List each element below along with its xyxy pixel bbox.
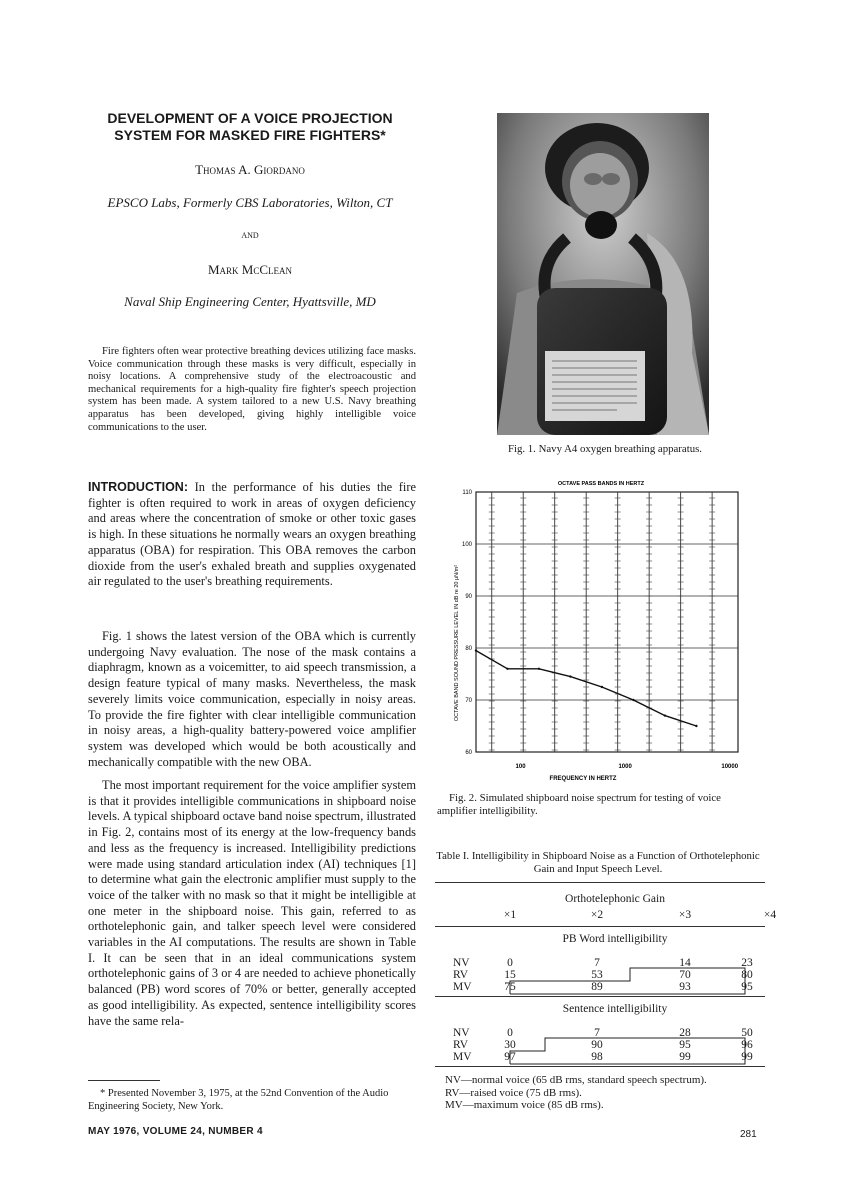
- table-note: NV—normal voice (65 dB rms, standard speech spectrum).: [445, 1074, 707, 1086]
- figure-1-photo: [497, 113, 709, 435]
- paragraph-2: Fig. 1 shows the latest version of the OBA which is currently undergoing Navy evaluation. The nose of the mask contains a diaphragm, known as a voicemitter, to aid speech transmission, a design feature typical of many masks. Nevertheless, the mask severely limits voice communication, especially in noisy areas. To provide the fire fighter with clear intelligible communication in noisy areas, a high-quality battery-powered voice amplifier system was developed which would be both acoustically and mechanically compatible with the new OBA.: [88, 629, 416, 769]
- author-2: Mark McClean: [207, 262, 293, 277]
- chart-y-axis-label: OCTAVE BAND SOUND PRESSURE LEVEL IN dB re 20 μN/m²: [454, 564, 460, 722]
- table-note: MV—maximum voice (85 dB rms).: [445, 1099, 604, 1111]
- table-cell: 28: [679, 1027, 691, 1039]
- table-caption: Table I. Intelligibility in Shipboard Noise as a Function of Orthotelephonic Gain and Input Speech Level.: [436, 850, 760, 875]
- chart-y-tick-label: 90: [465, 594, 472, 600]
- table-i: [435, 882, 777, 1114]
- table-cell: 96: [741, 1039, 753, 1051]
- table-top-rule: [435, 882, 765, 883]
- affiliation-1: EPSCO Labs, Formerly CBS Laboratories, Wilton, CT: [107, 195, 393, 210]
- table-header-rule: [435, 926, 765, 927]
- table-cell: 15: [504, 969, 516, 981]
- table-cell: 70: [679, 969, 691, 981]
- chart-point: [632, 699, 634, 701]
- table-bottom-rule: [435, 1066, 765, 1067]
- paper-title: DEVELOPMENT OF A VOICE PROJECTION SYSTEM FOR MASKED FIRE FIGHTERS*: [107, 110, 393, 143]
- table-cell: 95: [679, 1039, 691, 1051]
- chart-point: [538, 668, 540, 670]
- page-number: 281: [740, 1129, 757, 1140]
- sentence-threshold-line: [435, 1026, 765, 1066]
- table-cell: 0: [507, 957, 513, 969]
- abstract: Fire fighters often wear protective breathing devices utilizing face masks. Voice communication through these masks is very difficult, especially in noisy locations. A comprehensive study of the electroacoustic and mechanical requirements for a high-quality fire fighter's speech projection system has been made. A system tailored to a new U.S. Navy breathing apparatus has been developed, giving highly intelligible voice communications to the user.: [88, 346, 416, 433]
- chart-title: OCTAVE PASS BANDS IN HERTZ: [557, 481, 645, 487]
- table-note: RV—raised voice (75 dB rms).: [445, 1086, 582, 1099]
- chart-point: [664, 714, 666, 716]
- chart-y-tick-label: 70: [465, 698, 472, 704]
- chart-frame: [476, 492, 738, 752]
- table-cell: 90: [591, 1039, 603, 1051]
- table-cell: 14: [679, 957, 691, 969]
- table-cell: 0: [507, 1027, 513, 1039]
- table-row-label: RV: [453, 1039, 469, 1051]
- table-cell: 99: [741, 1051, 753, 1063]
- table-cell: 97: [504, 1051, 516, 1063]
- chart-point: [601, 686, 603, 688]
- table-col-header: ×2: [590, 909, 604, 921]
- oba-apparatus-illustration: [497, 113, 709, 435]
- chart-y-tick-label: 60: [465, 750, 472, 756]
- chart-point: [695, 725, 697, 727]
- table-cell: 7: [594, 1027, 600, 1039]
- table-cell: 7: [594, 957, 600, 969]
- paragraph-3: The most important requirement for the voice amplifier system is that it provides intelligible communications in shipboard noise levels. A typical shipboard octave band noise spectrum, illustrated in Fig. 2, contains most of its energy at the low-frequency bands and less as the frequency is increased. Intelligibility predictions were made using standard articulation index (AI) techniques [1] to determine what gain the electronic amplifier must supply to the voice of the talker with no mask so that it might be intelligible at one meter in the shipboard noise. This gain, referred to as orthotelephonic gain, and talker speech level were considered variables in the AI computations. The results are shown in Table I. It can be seen that in an ideal communications system orthotelephonic gains of 3 or 4 are needed to achieve phonetically balanced (PB) word scores of 70% or better, generally accepted as good intelligibility. As expected, sentence intelligibility scores have the same rela-: [88, 778, 416, 1028]
- table-col-header: ×1: [503, 909, 517, 921]
- and-separator: and: [241, 229, 259, 241]
- pb-threshold-line: [435, 956, 765, 996]
- chart-point: [475, 649, 477, 651]
- chart-y-tick-label: 80: [465, 646, 472, 652]
- affiliation-2: Naval Ship Engineering Center, Hyattsville, MD: [124, 294, 376, 309]
- table-cell: 23: [741, 957, 753, 969]
- chart-y-tick-label: 100: [461, 542, 472, 548]
- table-cell: 80: [741, 969, 753, 981]
- chart-x-tick-label: 100: [515, 764, 526, 770]
- figure-2-chart: [438, 478, 748, 788]
- table-section-rule: [435, 996, 765, 997]
- table-cell: 53: [591, 969, 603, 981]
- table-column-headers: [490, 908, 777, 924]
- chart-x-tick-label: 10000: [721, 764, 739, 770]
- intro-heading: INTRODUCTION:: [88, 480, 188, 494]
- table-cell: 89: [591, 981, 603, 993]
- table-cell: 98: [591, 1051, 603, 1063]
- table-col-header: ×3: [678, 909, 692, 921]
- table-row-label: NV: [453, 957, 470, 969]
- table-cell: 95: [741, 981, 753, 993]
- table-section-title: PB Word intelligibility: [562, 933, 668, 945]
- chart-x-tick-label: 1000: [618, 764, 632, 770]
- table-cell: 99: [679, 1051, 691, 1063]
- footnote-rule: [88, 1080, 160, 1081]
- table-row-label: NV: [453, 1027, 470, 1039]
- table-cell: 93: [679, 981, 691, 993]
- table-section-title: Sentence intelligibility: [562, 1003, 668, 1015]
- footnote: * Presented November 3, 1975, at the 52nd Convention of the Audio Engineering Society, New York.: [88, 1088, 389, 1112]
- table-row-label: RV: [453, 969, 469, 981]
- table-cell: 75: [504, 981, 516, 993]
- table-group-header: Orthotelephonic Gain: [565, 893, 665, 905]
- chart-point: [569, 675, 571, 677]
- table-col-header: ×4: [763, 909, 777, 921]
- chart-point: [506, 668, 508, 670]
- table-notes: [445, 1074, 765, 1112]
- table-row-label: MV: [453, 1051, 472, 1063]
- paragraph-1-text: In the performance of his duties the fire fighter is often required to work in areas of oxygen deficiency and areas where the concentration of smoke or other toxic gases is high. In these situations he normally wears an oxygen breathing apparatus (OBA) for respiration. This OBA removes the carbon dioxide from the user's exhaled breath and supplies oxygenated air regulated to the user's breathing requirements.: [88, 480, 416, 589]
- figure-2-caption: Fig. 2. Simulated shipboard noise spectrum for testing of voice amplifier intelligibility.: [437, 792, 721, 817]
- paragraph-intro: [88, 480, 416, 590]
- table-cell: 50: [741, 1027, 753, 1039]
- table-cell: 30: [504, 1039, 516, 1051]
- journal-footer: MAY 1976, VOLUME 24, NUMBER 4: [88, 1126, 263, 1137]
- chart-y-tick-label: 110: [462, 490, 472, 496]
- table-row-label: MV: [453, 981, 472, 993]
- chart-x-axis-label: FREQUENCY IN HERTZ: [549, 776, 617, 782]
- author-1: Thomas A. Giordano: [195, 162, 305, 177]
- figure-1-caption: Fig. 1. Navy A4 oxygen breathing apparatus.: [507, 443, 702, 455]
